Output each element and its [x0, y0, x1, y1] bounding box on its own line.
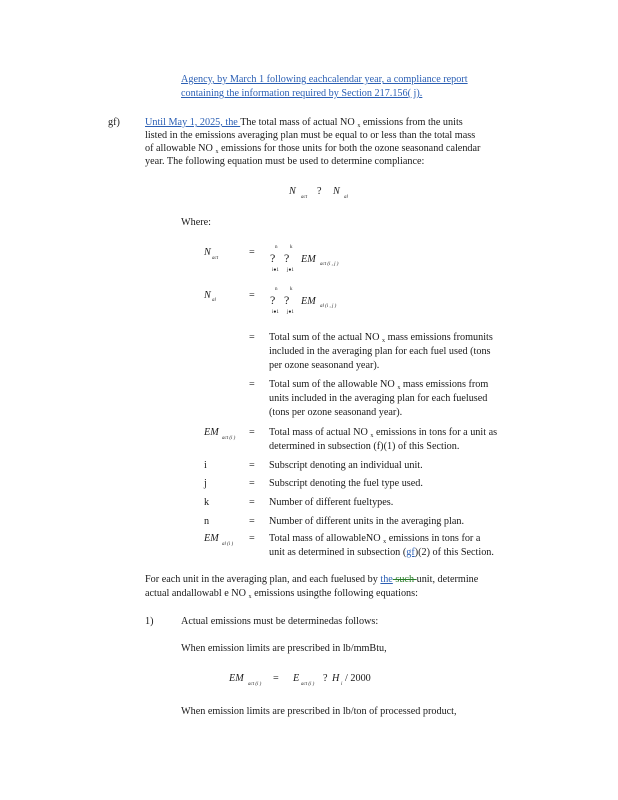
eq-n-al: N	[333, 186, 340, 197]
sum-lower-i: i●1	[272, 268, 279, 273]
eq2-h-sub: i	[341, 682, 343, 687]
def4-line-2	[269, 547, 494, 559]
def-i-symbol: i	[204, 460, 207, 471]
sum-icon: ?	[284, 293, 290, 307]
each-text-a: For each unit in the averaging plan, and each fuelused by	[145, 574, 381, 585]
nox-subscript: x	[383, 539, 387, 545]
each-text-b: unit, determine	[416, 574, 479, 585]
def-j-text: Subscript denoting the fuel type used.	[269, 478, 423, 489]
def4-text-c: unit as determined in subsection (	[269, 547, 407, 558]
eq2-equals: =	[273, 673, 279, 684]
item1-when-1: When emission limits are prescribed in lb/mmBtu,	[181, 643, 387, 654]
def1-text-b: mass emissions fromunits	[385, 332, 493, 343]
each-text-d: emissions usingthe following equations:	[251, 588, 418, 599]
def-nal-sub: al	[212, 298, 216, 303]
nox-subscript: x	[248, 594, 252, 600]
equals-sign: =	[249, 332, 255, 343]
eq2-h: H	[332, 673, 340, 684]
item1-text: Actual emissions must be determinedas follows:	[181, 616, 379, 627]
def3-line-1	[269, 427, 497, 440]
agency-line-1: Agency, by March 1 following eachcalendar year, a compliance report	[181, 74, 468, 85]
def-n-symbol: n	[204, 516, 210, 527]
gf-line-4: year. The following equation must be used to determine compliance:	[145, 156, 425, 167]
def1-line-2: included in the averaging plan for each fuel used (tons	[269, 346, 491, 357]
gf-line-2: listed in the emissions averaging plan must be equal to or less than the total mass	[145, 130, 476, 141]
sum-lower-i: i●1	[272, 310, 279, 315]
def-emal-sub: al (i )	[222, 542, 234, 547]
em-act-sub: act (i , j )	[320, 262, 339, 267]
sum-upper-n: n	[275, 287, 278, 292]
sum-upper-k: k	[290, 245, 293, 250]
sum-lower-j: j●1	[287, 268, 294, 273]
nox-subscript: x	[357, 123, 361, 129]
equals-sign: =	[249, 290, 255, 301]
def4-inserted: gf	[406, 547, 415, 558]
def-nact-sub: act	[212, 256, 219, 261]
where-label: Where:	[181, 217, 211, 228]
eq2-em: EM	[229, 673, 244, 684]
nox-subscript: x	[370, 433, 374, 439]
eq2-divisor: / 2000	[345, 673, 371, 684]
gf-line-3-b: emissions for those units for both the ozone seasonand calendar	[218, 143, 481, 154]
gf-line-1	[145, 117, 463, 130]
def-emal-symbol: EM	[204, 533, 219, 544]
def2-text-a: Total sum of the allowable NO	[269, 379, 398, 390]
def1-line-1	[269, 332, 493, 345]
gf-line-1-end: emissions from the units	[360, 117, 463, 128]
eq-al-sub: al	[344, 195, 348, 200]
eq2-e-sub: act (i )	[301, 682, 315, 687]
def4-line-1	[269, 533, 480, 546]
def-k-symbol: k	[204, 497, 210, 508]
eq-act-sub: act	[301, 195, 308, 200]
gf-line-1-text: The total mass of actual NO	[240, 117, 358, 128]
eq-operator: ?	[317, 186, 322, 197]
sum-icon: ?	[284, 251, 290, 265]
def4-text-b: emissions in tons for a	[386, 533, 481, 544]
equals-sign: =	[249, 516, 255, 527]
equals-sign: =	[249, 379, 255, 390]
def-n-text: Number of different units in the averaging plan.	[269, 516, 465, 527]
sum-icon: ?	[270, 293, 276, 307]
def4-text-a: Total mass of allowableNO	[269, 533, 384, 544]
def-emact-sub: act (i )	[222, 436, 236, 441]
em-al-sub: al (i , j )	[320, 304, 337, 309]
eq2-operator: ?	[323, 673, 328, 684]
def3-text-b: emissions in tons for a unit as	[373, 427, 498, 438]
def2-text-b: mass emissions from	[400, 379, 489, 390]
def4-text-d: )(2) of this Section.	[414, 547, 494, 558]
def3-text-a: Total mass of actual NO	[269, 427, 371, 438]
def1-text-a: Total sum of the actual NO	[269, 332, 383, 343]
each-text-c: actual andallowabl e NO	[145, 588, 249, 599]
def-nact-symbol: N	[204, 247, 211, 258]
eq-n-act: N	[289, 186, 296, 197]
gf-line-3	[145, 143, 480, 156]
item-label-1: 1)	[145, 616, 154, 627]
eq2-e: E	[293, 673, 300, 684]
def-emact-symbol: EM	[204, 427, 219, 438]
agency-line-2: containing the information required by Section 217.156( j).	[181, 88, 423, 99]
gf-line-3-a: of allowable NO	[145, 143, 216, 154]
sum-upper-k: k	[290, 287, 293, 292]
each-line-2	[145, 588, 418, 601]
each-inserted: the	[380, 574, 393, 585]
def-j-symbol: j	[204, 478, 207, 489]
em-symbol: EM	[301, 296, 316, 307]
sum-icon: ?	[270, 251, 276, 265]
equals-sign: =	[249, 460, 255, 471]
sum-upper-n: n	[275, 245, 278, 250]
def2-line-3: (tons per ozone seasonand year).	[269, 407, 403, 418]
equals-sign: =	[249, 247, 255, 258]
def2-line-1	[269, 379, 488, 392]
nox-subscript: x	[397, 385, 401, 391]
def-nal-symbol: N	[204, 290, 211, 301]
def-k-text: Number of different fueltypes.	[269, 497, 394, 508]
gf-inserted-date: Until May 1, 2025, the	[145, 117, 241, 128]
def1-line-3: per ozone seasonand year).	[269, 360, 380, 371]
def-i-text: Subscript denoting an individual unit.	[269, 460, 423, 471]
item1-when-2: When emission limits are prescribed in lb/ton of processed product,	[181, 706, 457, 717]
equals-sign: =	[249, 427, 255, 438]
em-symbol: EM	[301, 254, 316, 265]
each-deleted: such	[392, 574, 417, 585]
paragraph-label-gf: gf)	[108, 117, 120, 128]
nox-subscript: x	[215, 149, 219, 155]
each-line-1	[145, 574, 478, 586]
equals-sign: =	[249, 478, 255, 489]
eq2-em-sub: act (i )	[248, 682, 262, 687]
def2-line-2: units included in the averaging plan for each fuelused	[269, 393, 488, 404]
def3-line-2: determined in subsection (f)(1) of this Section.	[269, 441, 460, 452]
sum-lower-j: j●1	[287, 310, 294, 315]
nox-subscript: x	[382, 338, 386, 344]
equals-sign: =	[249, 533, 255, 544]
equals-sign: =	[249, 497, 255, 508]
